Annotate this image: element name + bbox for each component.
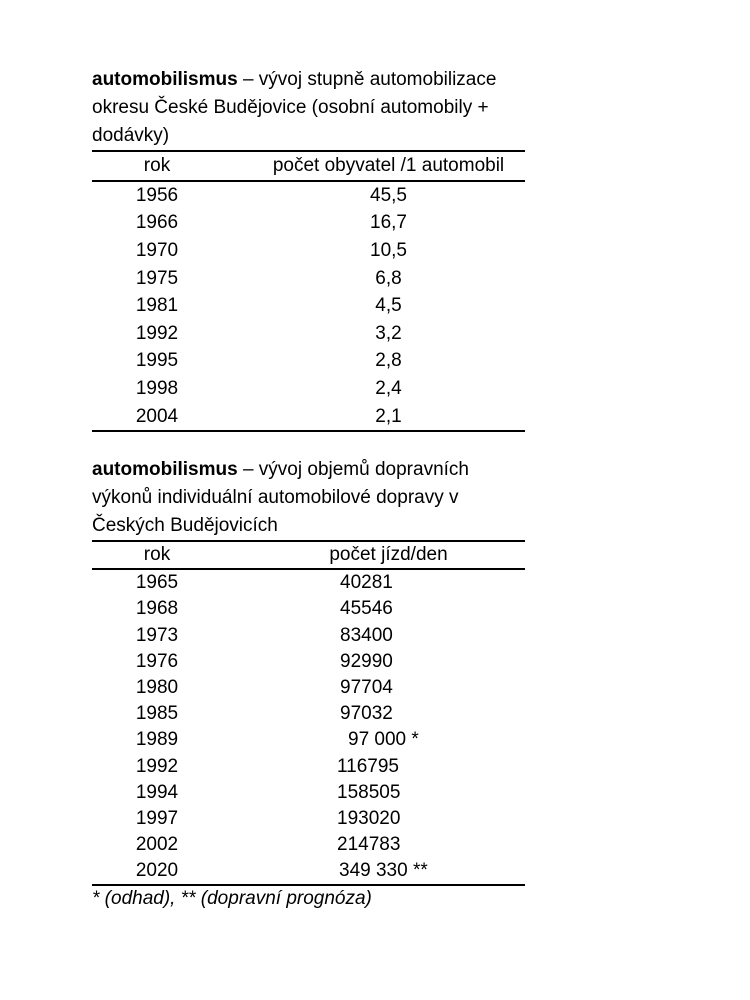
year-cell: 2020: [135, 860, 179, 882]
table-row: [92, 727, 525, 753]
table-row: [92, 623, 525, 649]
value-cell: 2,1: [375, 405, 402, 427]
table1-header-row: [92, 151, 525, 181]
table-row: [92, 649, 525, 675]
table1-col-value-header: počet obyvatel /1 automobil: [272, 155, 505, 177]
year-cell: 1968: [135, 598, 179, 620]
table-row: [92, 209, 525, 237]
value-cell: 45,5: [370, 184, 407, 206]
table-row: [92, 237, 525, 265]
table-row: [92, 264, 525, 292]
year-cell: 1992: [135, 755, 179, 777]
year-cell: 1966: [135, 212, 179, 234]
table1-block: [92, 66, 525, 432]
value-cell: 10,5: [370, 240, 407, 262]
year-cell: 1992: [135, 322, 179, 344]
table-row: [92, 347, 525, 375]
year-cell: 1994: [135, 781, 179, 803]
value-cell: 97704: [340, 677, 393, 699]
year-cell: 1976: [135, 650, 179, 672]
year-cell: 1973: [135, 624, 179, 646]
table-row: [92, 754, 525, 780]
value-cell: 3,2: [375, 322, 402, 344]
table1-title: [92, 66, 525, 150]
year-cell: 1975: [135, 267, 179, 289]
table1-title-bold: automobilismus: [92, 69, 238, 90]
table-row: [92, 569, 525, 596]
year-cell: 2002: [135, 834, 179, 856]
table-row: [92, 858, 525, 885]
table-row: [92, 701, 525, 727]
value-cell: 97 000 *: [348, 729, 419, 751]
value-cell: 16,7: [370, 212, 407, 234]
table-row: [92, 806, 525, 832]
table2-title: [92, 456, 525, 540]
table-row: [92, 780, 525, 806]
table-row: [92, 596, 525, 622]
value-cell: 6,8: [375, 267, 402, 289]
value-cell: 4,5: [375, 295, 402, 317]
year-cell: 1970: [135, 240, 179, 262]
value-cell: 116795: [337, 755, 399, 777]
year-cell: 1980: [135, 677, 179, 699]
year-cell: 1998: [135, 378, 179, 400]
value-cell: 92990: [340, 650, 393, 672]
table-row: [92, 320, 525, 348]
table2-header-row: [92, 541, 525, 569]
value-cell: 83400: [340, 624, 393, 646]
value-cell: 2,8: [375, 350, 402, 372]
table1-col-year-header: rok: [143, 155, 171, 177]
table-row: [92, 292, 525, 320]
value-cell: 193020: [337, 807, 401, 829]
table2-footnote: * (odhad), ** (dopravní prognóza): [92, 888, 372, 910]
table-row: [92, 402, 525, 431]
value-cell: 97032: [340, 703, 393, 725]
value-cell: 2,4: [375, 378, 402, 400]
value-cell: 158505: [337, 781, 401, 803]
table2-block: [92, 456, 525, 912]
table-row: [92, 675, 525, 701]
value-cell: 349 330 **: [339, 860, 428, 882]
table1-title-rest: – vývoj stupně automobilizace okresu České Budějovice (osobní automobily + dodávky): [92, 69, 497, 146]
table2-col-value-header: počet jízd/den: [329, 544, 448, 566]
table-row: [92, 832, 525, 858]
table2-body: [92, 569, 525, 885]
year-cell: 1997: [135, 807, 179, 829]
table1: [92, 150, 525, 432]
year-cell: 1995: [135, 350, 179, 372]
year-cell: 2004: [135, 405, 179, 427]
year-cell: 1956: [135, 184, 179, 206]
year-cell: 1965: [135, 572, 179, 594]
value-cell: 214783: [337, 834, 401, 856]
table2-title-rest: – vývoj objemů dopravních výkonů individuální automobilové dopravy v Českých Budějovicích: [92, 459, 469, 536]
table-row: [92, 181, 525, 210]
year-cell: 1981: [135, 295, 179, 317]
year-cell: 1989: [135, 729, 179, 751]
year-cell: 1985: [135, 703, 179, 725]
value-cell: 45546: [340, 598, 393, 620]
table1-body: [92, 181, 525, 431]
table2-col-year-header: rok: [143, 544, 171, 566]
table-row: [92, 375, 525, 403]
table2-title-bold: automobilismus: [92, 459, 238, 480]
value-cell: 40281: [340, 572, 393, 594]
table2: [92, 540, 525, 886]
